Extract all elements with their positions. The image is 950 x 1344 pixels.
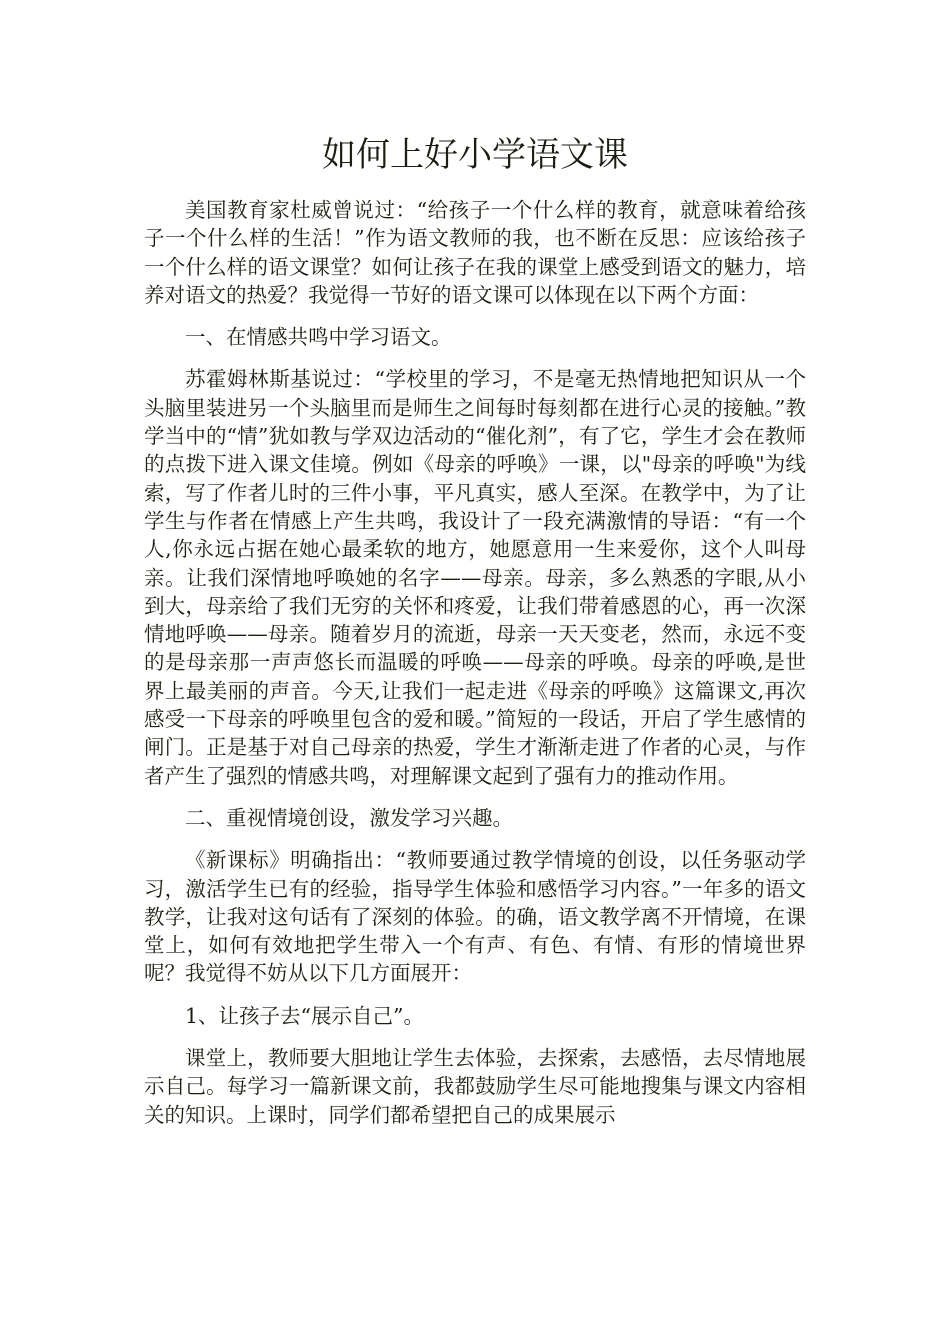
paragraph-emotion: 苏霍姆林斯基说过：“学校里的学习，不是毫无热情地把知识从一个头脑里装进另一个头脑里而是师生之间每时每刻都在进行心灵的接触。”教学当中的“情”犹如教与学双边活动的“催化剂”，有了它，学生才会在教师的点拨下进入课文佳境。例如《母亲的呼唤》一课，以"母亲的呼唤"为线索，写了作者儿时的三件小事，平凡真实，感人至深。在教学中，为了让学生与作者在情感上产生共鸣，我设计了一段充满激情的导语：“有一个人,你永远占据在她心最柔软的地方，她愿意用一生来爱你，这个人叫母亲。让我们深情地呼唤她的名字——母亲。母亲，多么熟悉的字眼,从小到大，母亲给了我们无穷的关怀和疼爱，让我们带着感恩的心，再一次深情地呼唤——母亲。随着岁月的流逝，母亲一天天变老，然而，永远不变的是母亲那一声声悠长而温暖的呼唤——母亲的呼唤。母亲的呼唤,是世界上最美丽的声音。今天,让我们一起走进《母亲的呼唤》这篇课文,再次感受一下母亲的呼唤里包含的爱和暖。”简短的一段话，开启了学生感情的闸门。正是基于对自己母亲的热爱，学生才渐渐走进了作者的心灵，与作者产生了强烈的情感共鸣，对理解课文起到了强有力的推动作用。: [144, 367, 806, 788]
document-body: [144, 196, 806, 1143]
document-title: 如何上好小学语文课: [322, 135, 628, 175]
subsection-heading-1: 1、让孩子去“展示自己”。: [185, 1003, 425, 1028]
section-heading-1: 一、在情感共鸣中学习语文。: [185, 325, 452, 350]
paragraph-situation: 《新课标》明确指出：“教师要通过教学情境的创设，以任务驱动学习，激活学生已有的经验，指导学生体验和感悟学习内容。”一年多的语文教学，让我对这句话有了深刻的体验。的确，语文教学离不开情境，在课堂上，如何有效地把学生带入一个有声、有色、有情、有形的情境世界呢？我觉得不妨从以下几方面展开：: [144, 848, 806, 986]
section-heading-2: 二、重视情境创设，激发学习兴趣。: [185, 805, 513, 830]
paragraph-show-yourself: 课堂上，教师要大胆地让学生去体验，去探索，去感悟，去尽情地展示自己。每学习一篇新课文前，我都鼓励学生尽可能地搜集与课文内容相关的知识。上课时，同学们都希望把自己的成果展示: [144, 1046, 806, 1127]
paragraph-intro: 美国教育家杜威曾说过：“给孩子一个什么样的教育，就意味着给孩子一个什么样的生活！”作为语文教师的我，也不断在反思：应该给孩子一个什么样的语文课堂？如何让孩子在我的课堂上感受到语文的魅力，培养对语文的热爱？我觉得一节好的语文课可以体现在以下两个方面：: [144, 198, 806, 307]
